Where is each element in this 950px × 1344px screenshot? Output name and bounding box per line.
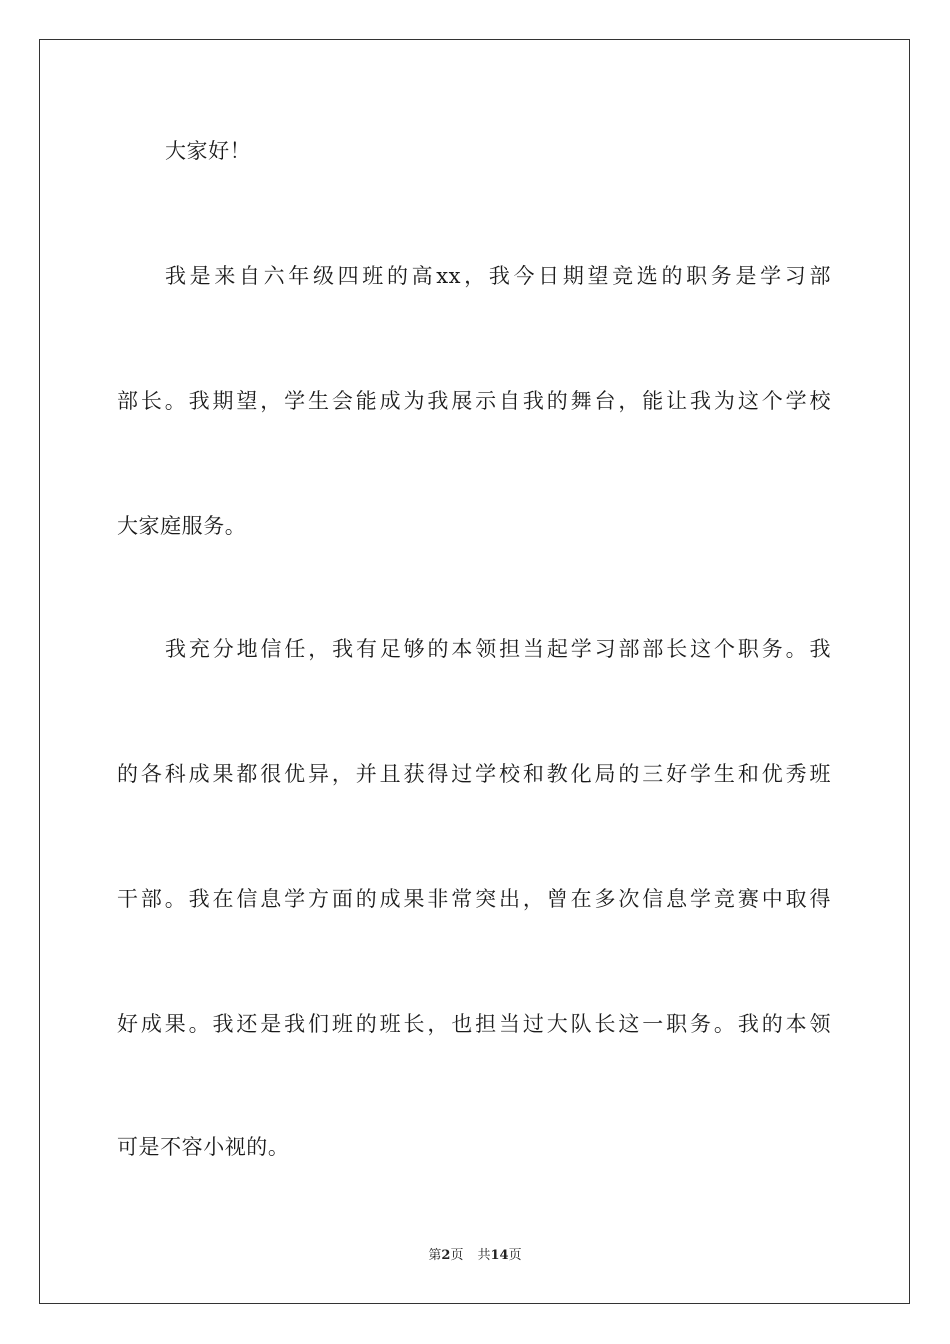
footer-page-suffix: 页 bbox=[450, 1248, 464, 1263]
paragraph-line: 部长。我期望，学生会能成为我展示自我的舞台，能让我为这个学校 bbox=[117, 389, 831, 413]
footer-total-pages: 14 bbox=[490, 1248, 509, 1263]
paragraph-line: 可是不容小视的。 bbox=[117, 1135, 290, 1159]
footer-total-suffix: 页 bbox=[508, 1248, 522, 1263]
paragraph-line: 好成果。我还是我们班的班长，也担当过大队长这一职务。我的本领 bbox=[117, 1012, 831, 1036]
paragraph-line: 我充分地信任，我有足够的本领担当起学习部部长这个职务。我 bbox=[165, 637, 831, 661]
footer-total-prefix: 共 bbox=[477, 1248, 491, 1263]
greeting-line: 大家好！ bbox=[165, 139, 252, 163]
page-border bbox=[39, 39, 910, 1304]
footer-page-prefix: 第 bbox=[428, 1248, 442, 1263]
footer-page-number: 2 bbox=[441, 1248, 451, 1263]
paragraph-line: 的各科成果都很优异，并且获得过学校和教化局的三好学生和优秀班 bbox=[117, 762, 831, 786]
paragraph-line: 我是来自六年级四班的高xx，我今日期望竞选的职务是学习部 bbox=[165, 264, 831, 288]
paragraph-line: 大家庭服务。 bbox=[117, 514, 247, 538]
paragraph-line: 干部。我在信息学方面的成果非常突出，曾在多次信息学竞赛中取得 bbox=[117, 887, 831, 911]
page-footer bbox=[0, 1247, 950, 1265]
